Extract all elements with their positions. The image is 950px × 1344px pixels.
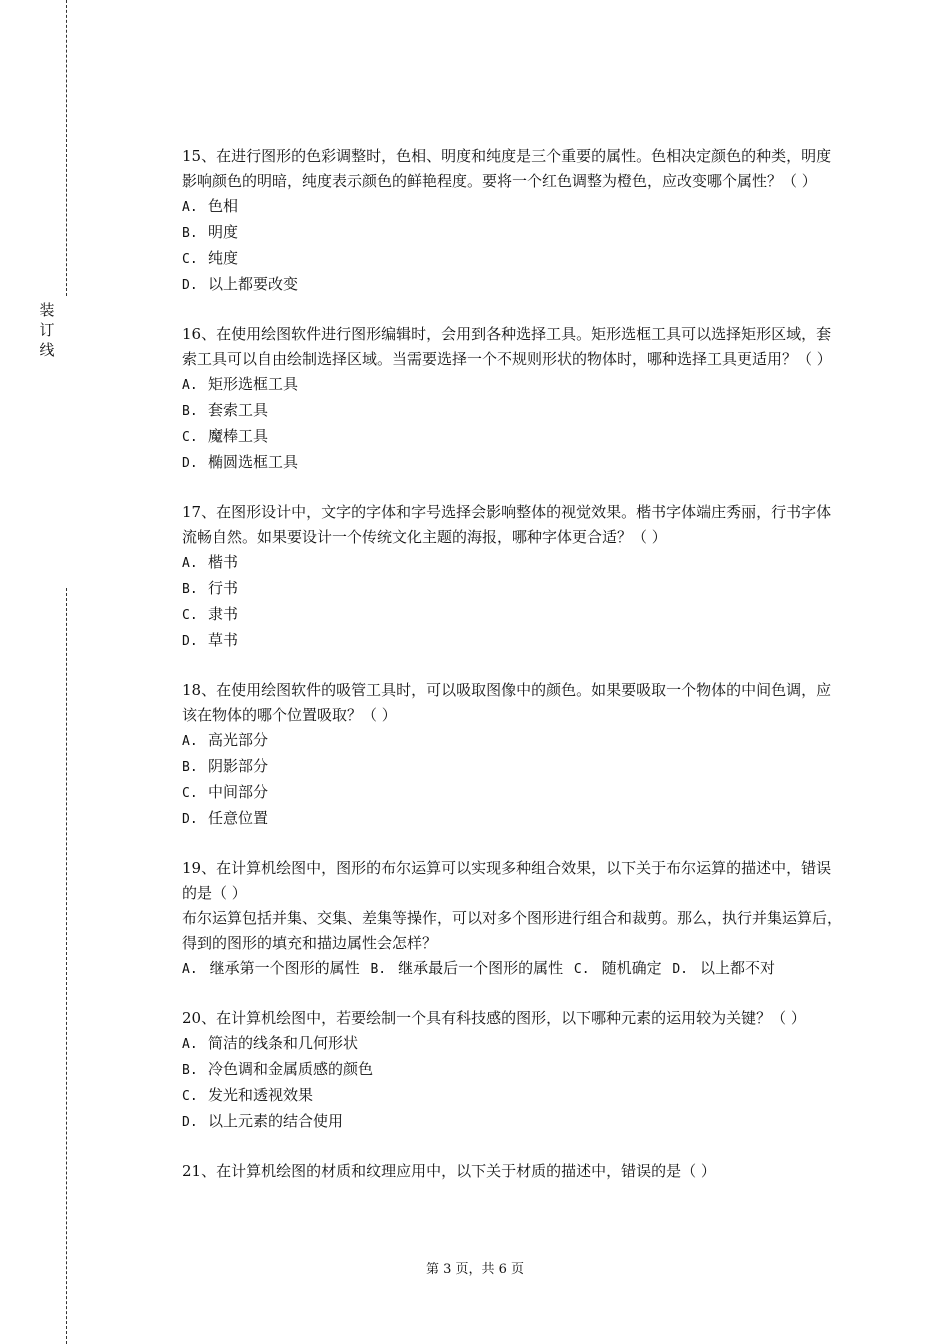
option-text: 继承第一个图形的属性 (209, 959, 360, 977)
option-text: 草书 (208, 631, 239, 649)
option-text: 纯度 (208, 249, 239, 267)
option-text: 随机确定 (601, 959, 662, 977)
option-letter: B. (182, 1063, 198, 1078)
option-d (182, 806, 842, 832)
question-stem: 19、在计算机绘图中，图形的布尔运算可以实现多种组合效果，以下关于布尔运算的描述中，错误的是（ ） (182, 859, 832, 902)
option-list (182, 1031, 842, 1135)
option-letter: C. (182, 1089, 198, 1104)
option-a (182, 550, 842, 576)
option-b (182, 576, 842, 602)
option-list (182, 728, 842, 832)
option-text: 矩形选框工具 (208, 375, 299, 393)
option-letter: C. (182, 786, 198, 801)
option-list (182, 194, 842, 298)
option-c (574, 959, 662, 977)
option-a (182, 1031, 842, 1057)
option-letter: B. (182, 760, 198, 775)
option-c (182, 602, 842, 628)
option-letter: D. (672, 962, 689, 977)
binding-char: 装 (39, 301, 55, 319)
option-letter: C. (182, 430, 198, 445)
option-letter: C. (573, 962, 590, 977)
question-21 (182, 1159, 842, 1184)
option-text: 发光和透视效果 (208, 1086, 314, 1104)
option-letter: D. (182, 1115, 198, 1130)
option-c (182, 424, 842, 450)
question-19 (182, 856, 842, 982)
option-text: 阴影部分 (208, 757, 269, 775)
question-stem: 20、在计算机绘图中，若要绘制一个具有科技感的图形，以下哪种元素的运用较为关键？（ ） (182, 1009, 806, 1027)
option-letter: B. (182, 404, 198, 419)
question-18 (182, 678, 842, 832)
option-text: 楷书 (208, 553, 239, 571)
option-text: 高光部分 (208, 731, 269, 749)
option-d (672, 959, 775, 977)
question-stem: 18、在使用绘图软件的吸管工具时，可以吸取图像中的颜色。如果要吸取一个物体的中间色调，应该在物体的哪个位置吸取？（ ） (182, 681, 832, 724)
option-text: 以上都要改变 (208, 275, 299, 293)
question-stem: 15、在进行图形的色彩调整时，色相、明度和纯度是三个重要的属性。色相决定颜色的种类，明度影响颜色的明暗，纯度表示颜色的鲜艳程度。要将一个红色调整为橙色，应改变哪个属性？（ ） (182, 147, 832, 190)
option-c (182, 246, 842, 272)
option-b (182, 754, 842, 780)
question-stem: 17、在图形设计中，文字的字体和字号选择会影响整体的视觉效果。楷书字体端庄秀丽，行书字体流畅自然。如果要设计一个传统文化主题的海报，哪种字体更合适？（ ） (182, 503, 832, 546)
option-letter: C. (182, 252, 198, 267)
option-text: 中间部分 (208, 783, 269, 801)
option-d (182, 1109, 842, 1135)
option-list (182, 372, 842, 476)
question-stem: 16、在使用绘图软件进行图形编辑时，会用到各种选择工具。矩形选框工具可以选择矩形区域，套索工具可以自由绘制选择区域。当需要选择一个不规则形状的物体时，哪种选择工具更适用？（ ） (182, 325, 832, 368)
option-c (182, 1083, 842, 1109)
option-text: 继承最后一个图形的属性 (398, 959, 564, 977)
option-a (182, 959, 360, 977)
option-text: 明度 (208, 223, 239, 241)
option-b (182, 1057, 842, 1083)
binding-dashed-line-top (66, 0, 67, 296)
question-15 (182, 144, 842, 298)
question-extra: 布尔运算包括并集、交集、差集等操作，可以对多个图形进行组合和裁剪。那么，执行并集运算后，得到的图形的填充和描边属性会怎样？ (182, 909, 843, 952)
option-letter: A. (182, 378, 198, 393)
option-d (182, 628, 842, 654)
option-text: 以上元素的结合使用 (208, 1112, 344, 1130)
option-letter: D. (182, 278, 198, 293)
option-text: 以上都不对 (700, 959, 776, 977)
option-text: 行书 (208, 579, 239, 597)
option-a (182, 728, 842, 754)
question-stem: 21、在计算机绘图的材质和纹理应用中，以下关于材质的描述中，错误的是（ ） (182, 1162, 716, 1180)
option-d (182, 272, 842, 298)
option-list-inline (182, 956, 842, 982)
option-text: 冷色调和金属质感的颜色 (208, 1060, 374, 1078)
question-17 (182, 500, 842, 654)
option-text: 色相 (208, 197, 239, 215)
option-letter: B. (182, 582, 198, 597)
option-text: 简洁的线条和几何形状 (208, 1034, 359, 1052)
option-c (182, 780, 842, 806)
option-b (370, 959, 563, 977)
option-letter: A. (182, 962, 198, 977)
option-letter: C. (182, 608, 198, 623)
option-letter: D. (182, 634, 198, 649)
option-text: 套索工具 (208, 401, 269, 419)
option-letter: D. (182, 456, 198, 471)
binding-label (37, 300, 57, 360)
option-letter: A. (182, 200, 198, 215)
option-letter: B. (182, 226, 198, 241)
option-text: 隶书 (208, 605, 239, 623)
page-number: 第 3 页，共 6 页 (425, 1262, 525, 1277)
binding-dashed-line-bottom (66, 588, 67, 1344)
question-20 (182, 1006, 842, 1135)
option-letter: B. (370, 962, 387, 977)
question-16 (182, 322, 842, 476)
binding-char: 线 (39, 341, 55, 359)
binding-char: 订 (39, 321, 55, 339)
option-text: 魔棒工具 (208, 427, 269, 445)
option-list (182, 550, 842, 654)
option-a (182, 372, 842, 398)
option-d (182, 450, 842, 476)
option-text: 任意位置 (208, 809, 269, 827)
option-letter: A. (182, 734, 198, 749)
option-letter: D. (182, 812, 198, 827)
option-letter: A. (182, 556, 198, 571)
option-letter: A. (182, 1037, 198, 1052)
option-b (182, 220, 842, 246)
question-list (182, 144, 842, 1208)
option-b (182, 398, 842, 424)
option-text: 椭圆选框工具 (208, 453, 299, 471)
option-a (182, 194, 842, 220)
